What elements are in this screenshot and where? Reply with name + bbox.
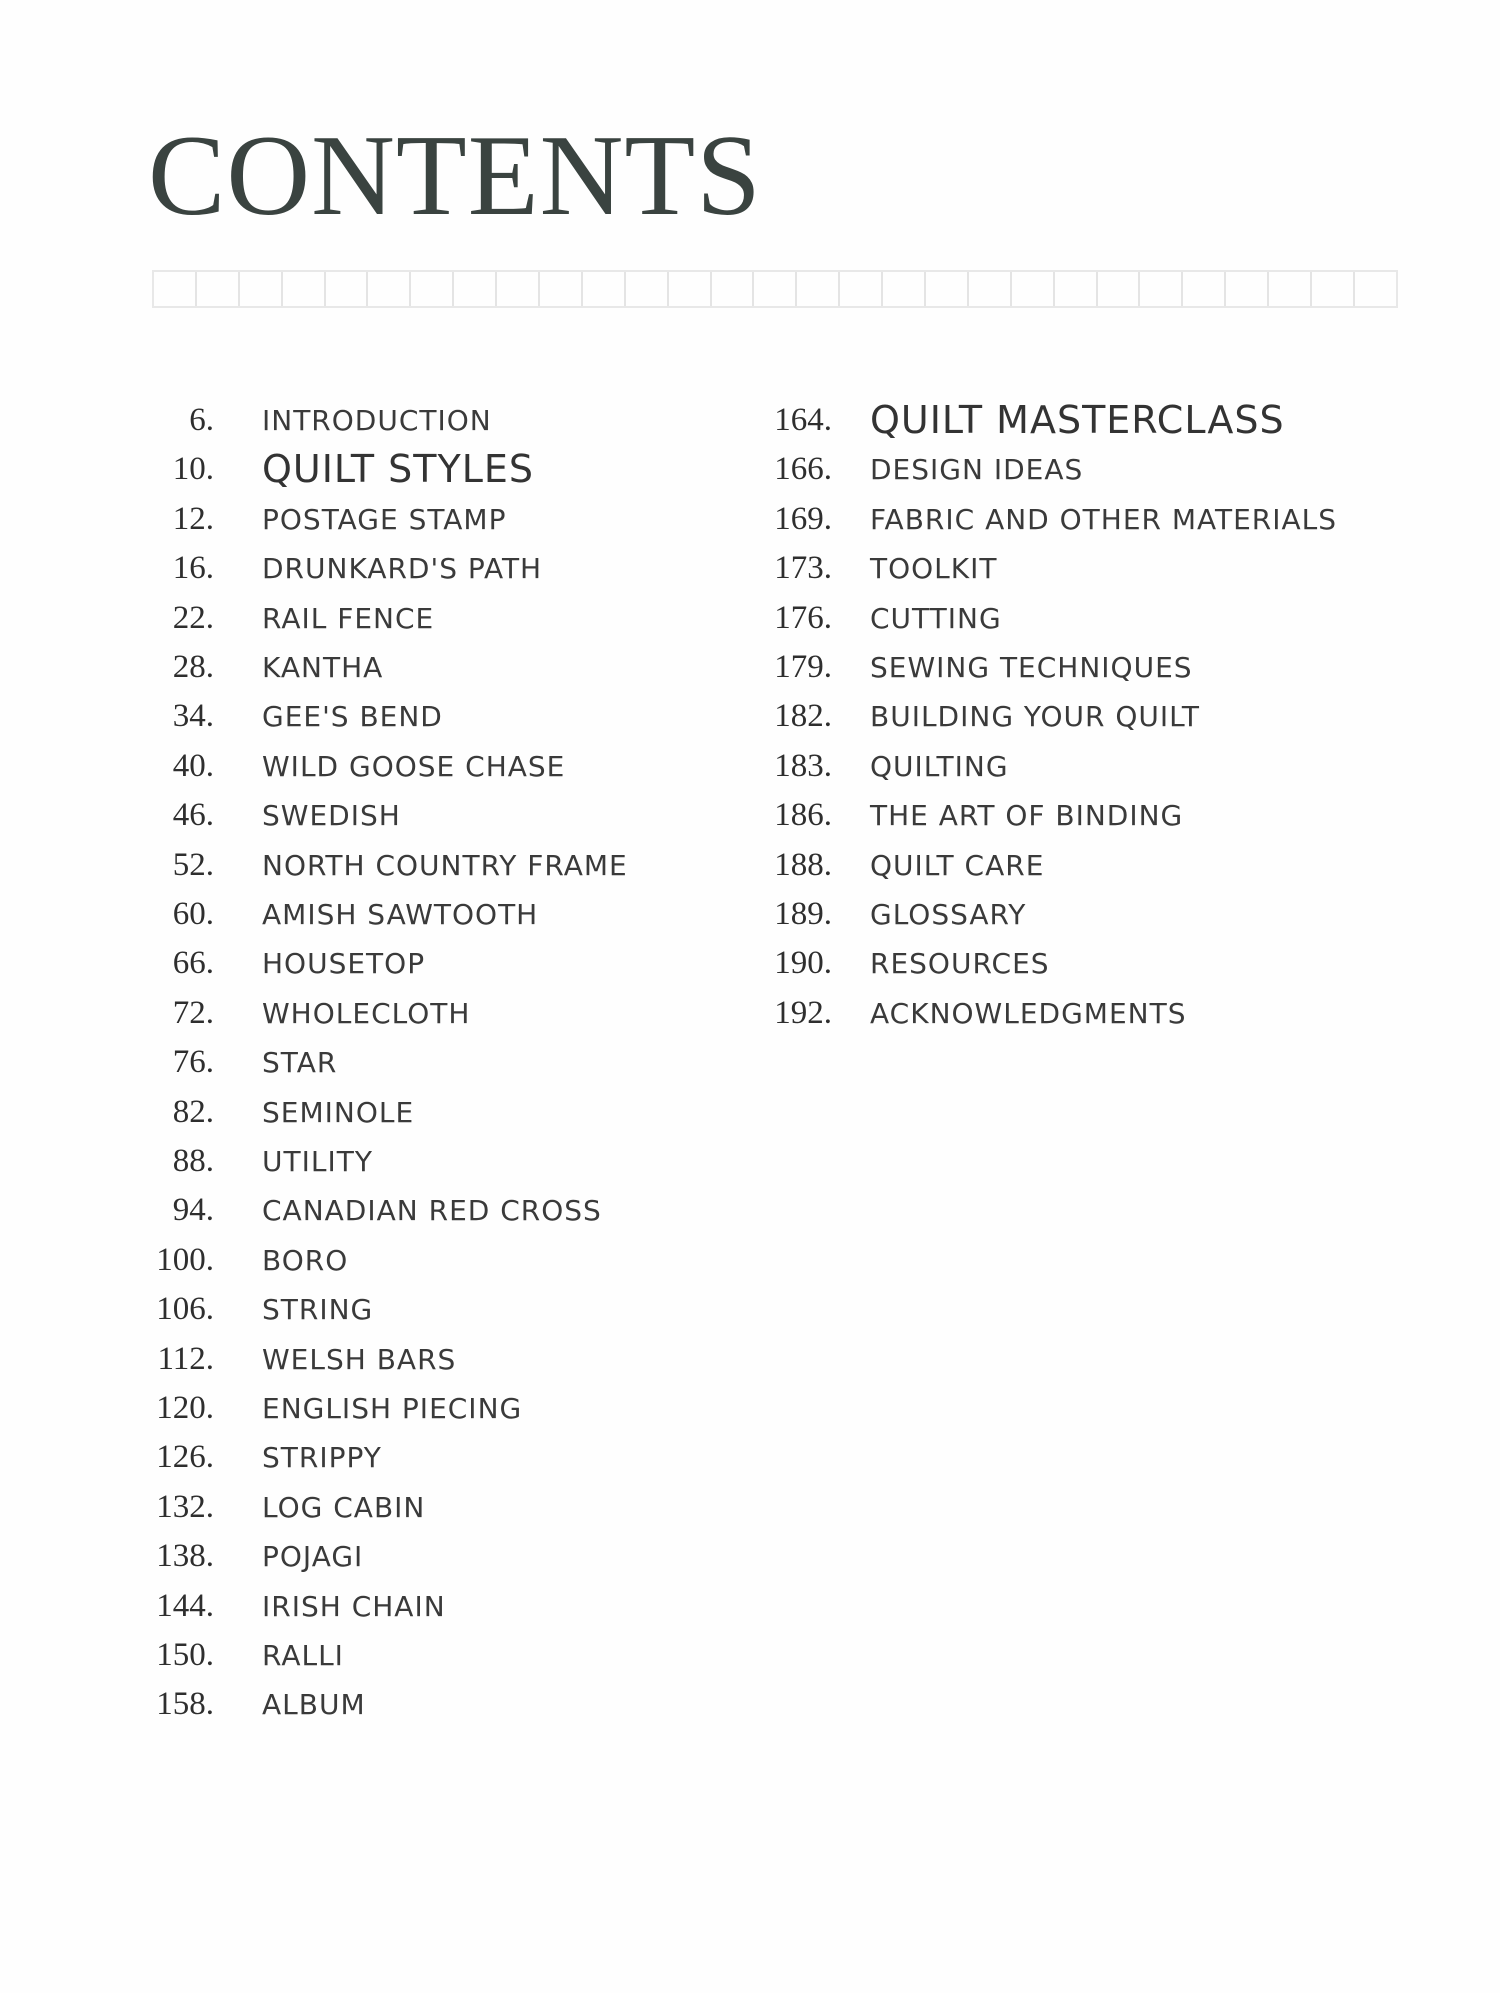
toc-entry-title: SWEDISH	[262, 799, 401, 833]
toc-page-number: 16.	[172, 550, 214, 587]
toc-page-number: 183.	[774, 747, 832, 784]
toc-entry[interactable]	[0, 1582, 1500, 1631]
toc-page-number: 106.	[156, 1291, 214, 1328]
toc-entry-title: GLOSSARY	[870, 898, 1027, 931]
toc-page-number: 164.	[774, 402, 832, 438]
toc-entry-title: CANADIAN RED CROSS	[262, 1194, 602, 1228]
toc-entry-title: RAIL FENCE	[262, 601, 435, 635]
toc-page-number: 179.	[774, 649, 832, 685]
toc-entry-title: STRING	[262, 1293, 374, 1327]
toc-entry-title: LOG CABIN	[262, 1490, 426, 1524]
toc-entry[interactable]	[0, 742, 1500, 791]
toc-page-number: 6.	[189, 402, 214, 438]
toc-entry[interactable]	[0, 445, 1500, 494]
toc-page-number: 176.	[774, 599, 832, 636]
toc-entry[interactable]	[0, 1088, 1500, 1137]
toc-page-number: 144.	[156, 1587, 214, 1624]
toc-entry-title: STAR	[262, 1046, 338, 1080]
toc-entry[interactable]	[0, 1483, 1500, 1532]
toc-entry[interactable]	[0, 495, 1500, 544]
toc-page-number: 46.	[172, 797, 214, 834]
toc-entry-title: BORO	[262, 1243, 349, 1277]
toc-entry[interactable]	[0, 1285, 1500, 1334]
toc-section-heading[interactable]	[0, 396, 1500, 445]
toc-entry[interactable]	[0, 1631, 1500, 1680]
toc-page-number: 189.	[774, 896, 832, 932]
toc-page-number: 192.	[774, 994, 832, 1031]
toc-page-number: 158.	[156, 1686, 214, 1723]
toc-entry-title: ACKNOWLEDGMENTS	[870, 996, 1187, 1030]
toc-entry-title: FABRIC AND OTHER MATERIALS	[870, 502, 1338, 536]
toc-page-number: 60.	[172, 896, 214, 932]
toc-entry-title: SEWING TECHNIQUES	[870, 651, 1193, 684]
toc-page-number: 169.	[774, 500, 832, 537]
page-title: CONTENTS	[148, 112, 762, 240]
toc-entry[interactable]	[0, 890, 1500, 939]
toc-page-number: 190.	[774, 945, 832, 982]
toc-page-number: 173.	[774, 550, 832, 587]
toc-page-number: 88.	[172, 1143, 214, 1179]
toc-entry-title: KANTHA	[262, 651, 384, 684]
toc-entry-title: INTRODUCTION	[262, 404, 492, 437]
toc-page-number: 112.	[157, 1340, 214, 1377]
toc-page-number: 12.	[172, 500, 214, 537]
toc-entry[interactable]	[0, 1038, 1500, 1087]
toc-entry[interactable]	[0, 1137, 1500, 1186]
toc-entry-title: ENGLISH PIECING	[262, 1392, 523, 1425]
toc-entry[interactable]	[0, 544, 1500, 593]
toc-page-number: 76.	[172, 1044, 214, 1081]
toc-entry-title: WELSH BARS	[262, 1342, 457, 1376]
toc-entry-title: RALLI	[262, 1639, 344, 1672]
toc-page-number: 138.	[156, 1538, 214, 1575]
toc-entry-title: WILD GOOSE CHASE	[262, 749, 566, 783]
toc-entry-title: CUTTING	[870, 601, 1002, 635]
toc-entry[interactable]	[0, 791, 1500, 840]
toc-entry[interactable]	[0, 989, 1500, 1038]
toc-entry-title: RESOURCES	[870, 947, 1050, 981]
toc-entry[interactable]	[0, 1532, 1500, 1581]
toc-entry-title: QUILT CARE	[870, 848, 1045, 882]
toc-entry-title: DRUNKARD'S PATH	[262, 552, 543, 586]
toc-entry-title: GEE'S BEND	[262, 700, 443, 734]
toc-page-number: 40.	[172, 747, 214, 784]
toc-entry-title: QUILTING	[870, 749, 1009, 783]
toc-page-number: 188.	[774, 846, 832, 883]
toc-entry-title: TOOLKIT	[870, 552, 998, 586]
toc-entry[interactable]	[0, 1433, 1500, 1482]
toc-page-number: 28.	[172, 649, 214, 685]
decorative-stamp-border	[152, 270, 1398, 308]
toc-entry[interactable]	[0, 939, 1500, 988]
toc-page-number: 132.	[156, 1488, 214, 1525]
toc-entry[interactable]	[0, 1335, 1500, 1384]
toc-entry-title: POJAGI	[262, 1540, 364, 1574]
toc-page-number: 120.	[156, 1390, 214, 1426]
toc-page-number: 22.	[172, 599, 214, 636]
toc-page-number: 186.	[774, 797, 832, 834]
toc-entry-title: POSTAGE STAMP	[262, 502, 507, 536]
toc-entry-title: DESIGN IDEAS	[870, 453, 1084, 487]
toc-entry-title: QUILT STYLES	[262, 447, 535, 492]
toc-page-number: 100.	[156, 1241, 214, 1278]
toc-page-number: 72.	[172, 994, 214, 1031]
toc-entry-title: SEMINOLE	[262, 1095, 415, 1129]
toc-entry[interactable]	[0, 1186, 1500, 1235]
toc-entry-title: UTILITY	[262, 1145, 373, 1178]
toc-entry-title: AMISH SAWTOOTH	[262, 898, 539, 931]
toc-entry-title: IRISH CHAIN	[262, 1589, 446, 1623]
toc-entry[interactable]	[0, 594, 1500, 643]
toc-page-number: 150.	[156, 1637, 214, 1673]
toc-page-number: 182.	[774, 698, 832, 735]
toc-page-number: 82.	[172, 1093, 214, 1130]
toc-entry-title: THE ART OF BINDING	[870, 799, 1184, 833]
toc-page-number: 94.	[172, 1192, 214, 1229]
toc-entry-title: STRIPPY	[262, 1441, 382, 1475]
toc-entry-title: BUILDING YOUR QUILT	[870, 700, 1201, 734]
toc-page-number: 166.	[774, 451, 832, 488]
toc-entry-title: QUILT MASTERCLASS	[870, 398, 1285, 442]
toc-entry-title: NORTH COUNTRY FRAME	[262, 848, 628, 882]
toc-page-number: 66.	[172, 945, 214, 982]
toc-entry-title: HOUSETOP	[262, 947, 426, 981]
toc-entry[interactable]	[0, 1236, 1500, 1285]
toc-entry[interactable]	[0, 692, 1500, 741]
toc-entry[interactable]	[0, 1680, 1500, 1729]
toc-page-number: 126.	[156, 1439, 214, 1476]
toc-entry[interactable]	[0, 841, 1500, 890]
toc-entry-title: ALBUM	[262, 1688, 366, 1722]
toc-entry-title: WHOLECLOTH	[262, 996, 471, 1030]
toc-page-number: 10.	[172, 451, 214, 488]
toc-entry[interactable]	[0, 643, 1500, 692]
toc-page-number: 52.	[172, 846, 214, 883]
toc-entry[interactable]	[0, 1384, 1500, 1433]
toc-page-number: 34.	[172, 698, 214, 735]
